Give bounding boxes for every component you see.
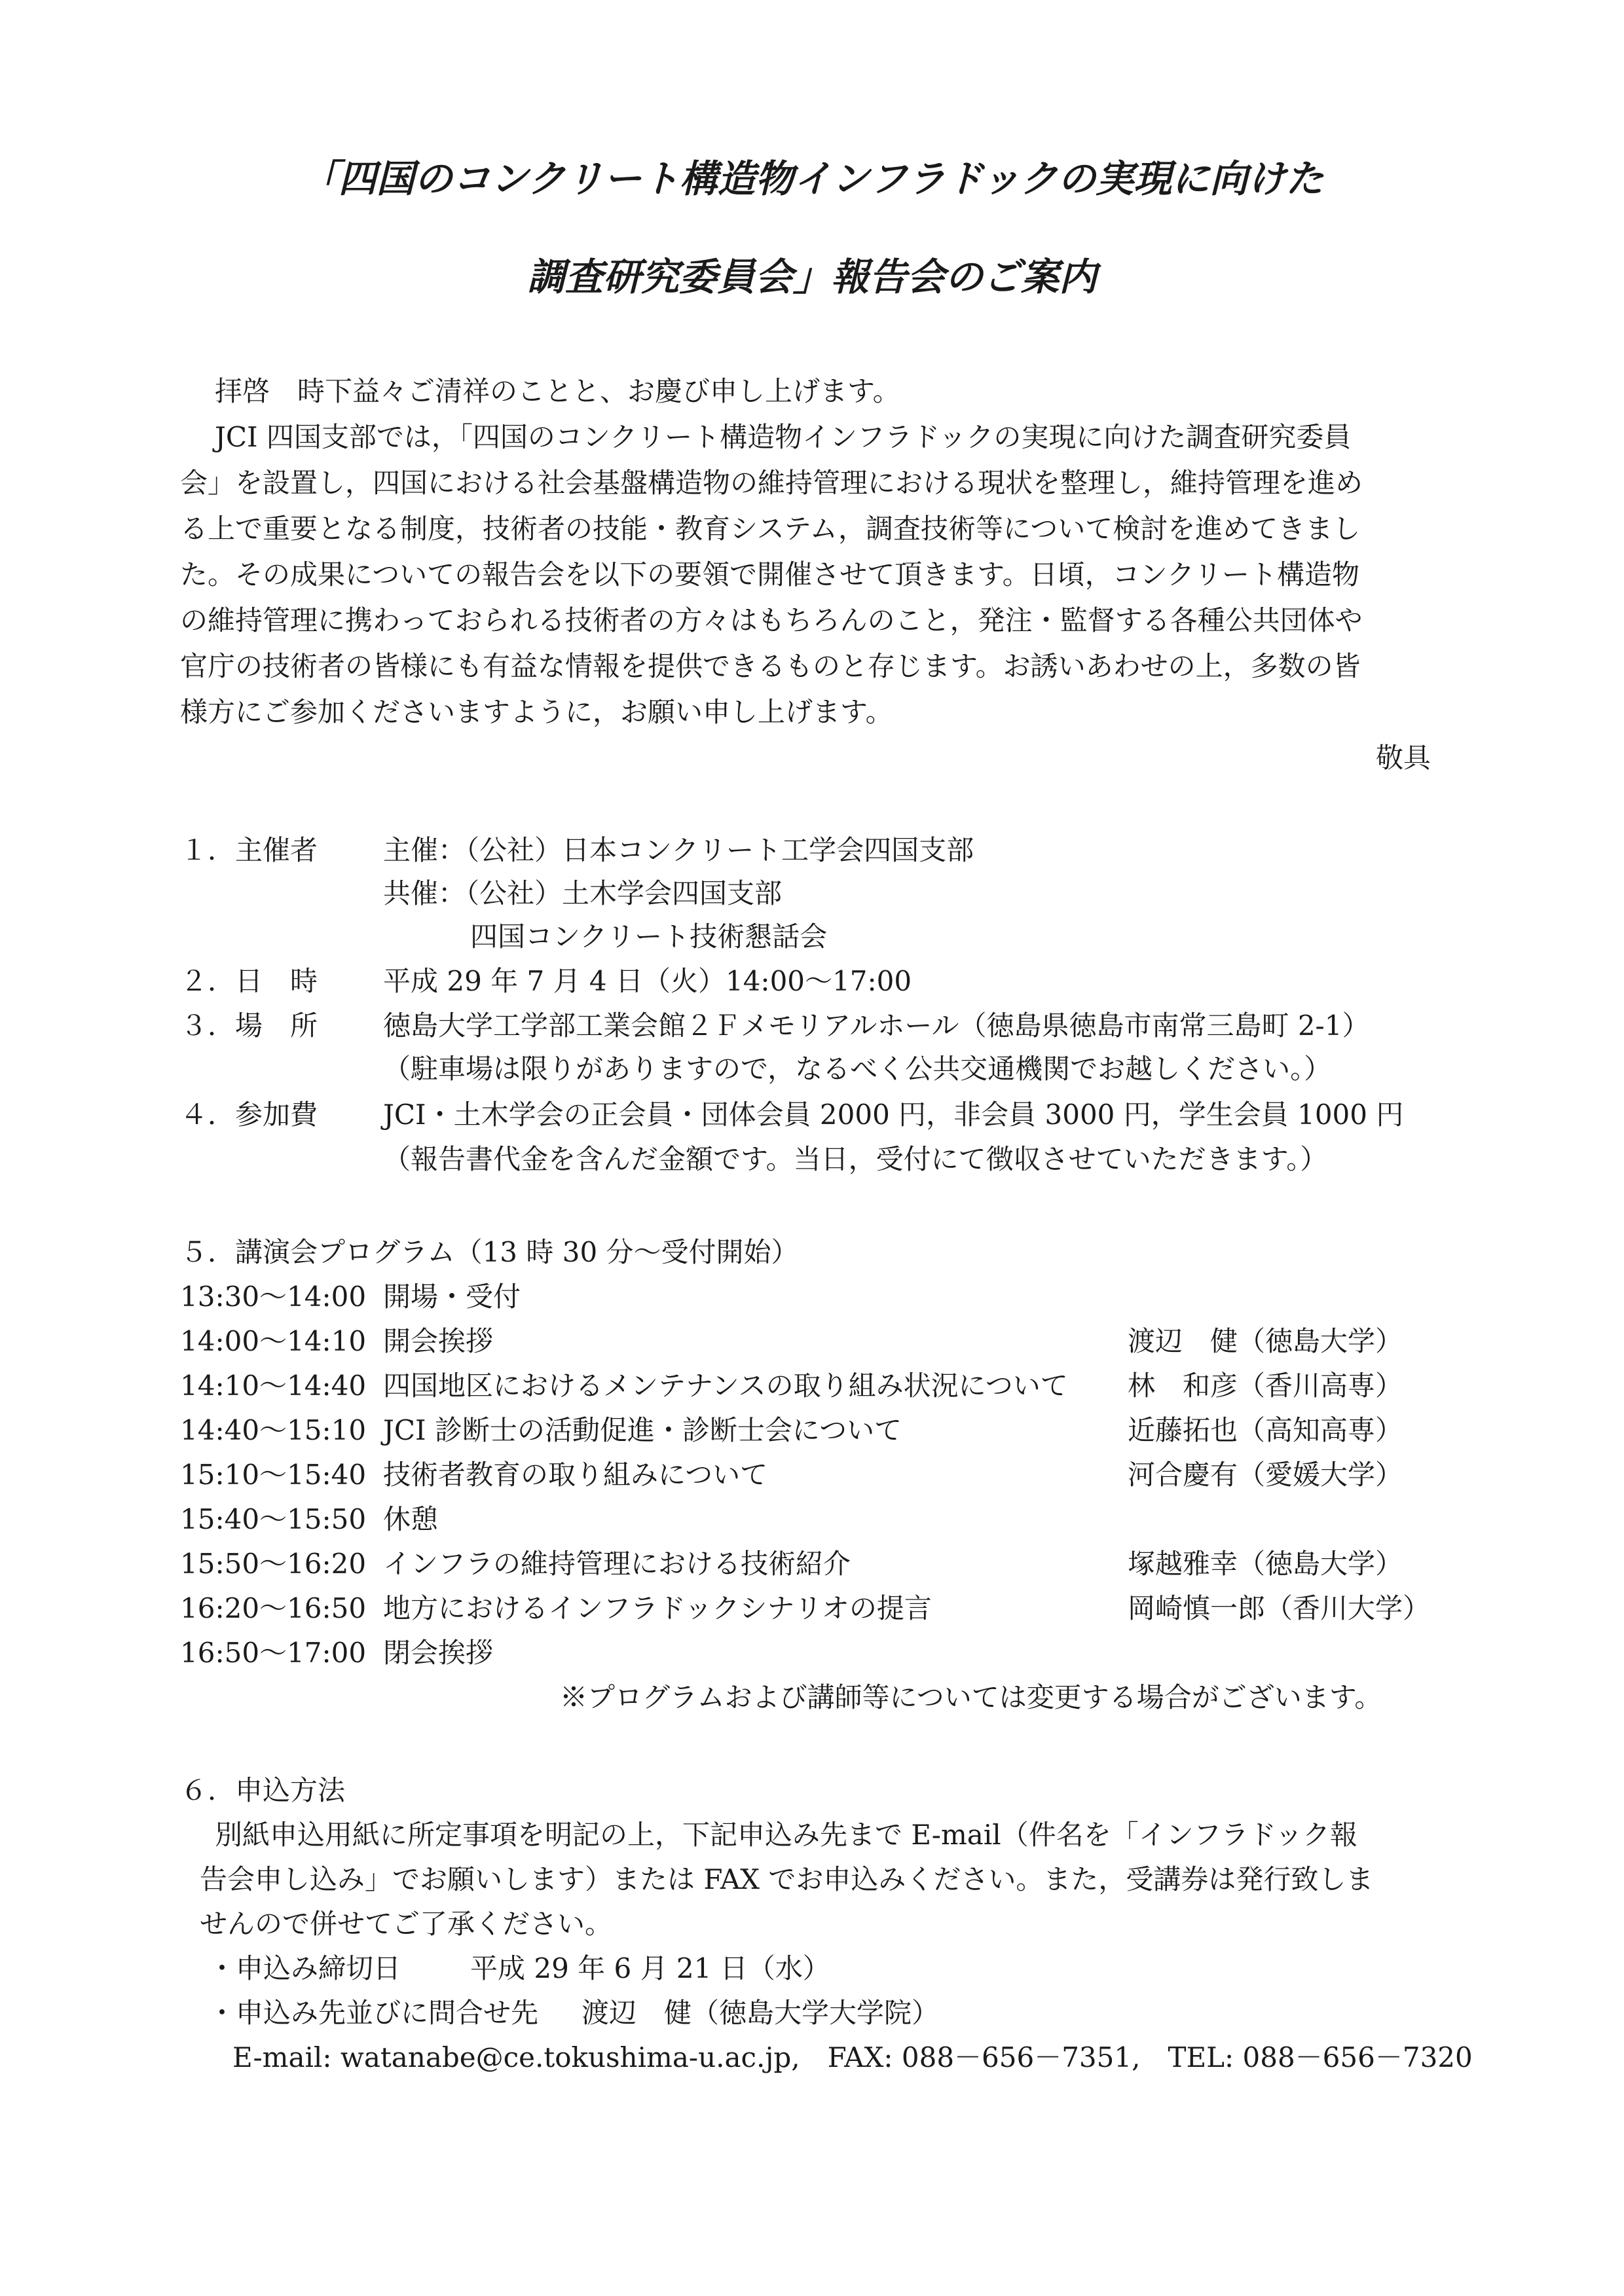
program-speaker: 近藤拓也（高知高専）	[1128, 1414, 1403, 1446]
fee-value: JCI・土木学会の正会員・団体会員 2000 円，非会員 3000 円，学生会員 1000 円	[383, 1099, 1404, 1131]
contact-value: 渡辺 健（徳島大学大学院）	[581, 1997, 940, 2029]
section-label-fee: ４．参加費	[180, 1099, 318, 1131]
organizer-cohost-2: 四国コンクリート技術懇話会	[470, 920, 828, 953]
program-time: 13:30～14:00	[180, 1281, 367, 1313]
program-topic: 休憩	[383, 1503, 439, 1535]
contact-details: E-mail: watanabe@ce.tokushima-u.ac.jp, FAX: 088－656－7351, TEL: 088－656－7320	[232, 2041, 1473, 2073]
intro-line: 様方にご参加くださいますように，お願い申し上げます。	[180, 696, 893, 728]
deadline-value: 平成 29 年 6 月 21 日（水）	[470, 1952, 830, 1984]
program-time: 14:10～14:40	[180, 1370, 367, 1402]
intro-line: の維持管理に携わっておられる技術者の方々はもちろんのこと，発注・監督する各種公共団体や	[180, 604, 1363, 636]
document-title-line-1: 「四国のコンクリート構造物インフラドックの実現に向けた	[300, 156, 1324, 201]
section-heading-program: ５．講演会プログラム（13 時 30 分～受付開始）	[180, 1236, 799, 1268]
program-speaker: 林 和彦（香川高専）	[1128, 1370, 1403, 1402]
program-speaker: 岡崎慎一郎（香川大学）	[1128, 1592, 1431, 1624]
program-time: 14:40～15:10	[180, 1414, 367, 1446]
organizer-cohost: 共催：（公社）土木学会四国支部	[383, 877, 783, 909]
program-time: 15:10～15:40	[180, 1459, 367, 1491]
deadline-label: ・申込み締切日	[208, 1952, 401, 1984]
program-speaker: 渡辺 健（徳島大学）	[1128, 1325, 1403, 1357]
program-topic: 開場・受付	[383, 1281, 521, 1313]
fee-note: （報告書代金を含んだ金額です。当日，受付にて徴収させていただきます。）	[383, 1143, 1328, 1175]
program-time: 16:50～17:00	[180, 1637, 367, 1669]
greeting: 拝啓 時下益々ご清祥のことと、お慶び申し上げます。	[215, 375, 900, 407]
section-heading-application: ６．申込方法	[180, 1774, 346, 1806]
program-topic: 技術者教育の取り組みについて	[383, 1459, 768, 1491]
program-topic: 開会挨拶	[383, 1325, 494, 1357]
application-line: 告会申し込み」でお願いします）または FAX でお申込みください。また，受講券は発行致しま	[200, 1863, 1374, 1895]
program-topic: 四国地区におけるメンテナンスの取り組み状況について	[383, 1370, 1068, 1402]
program-time: 15:50～16:20	[180, 1548, 367, 1580]
section-label-venue: ３．場 所	[180, 1010, 318, 1042]
program-speaker: 河合慶有（愛媛大学）	[1128, 1459, 1403, 1491]
program-topic: JCI 診断士の活動促進・診断士会について	[383, 1414, 902, 1446]
program-change-note: ※プログラムおよび講師等については変更する場合がございます。	[560, 1681, 1382, 1713]
program-time: 15:40～15:50	[180, 1503, 367, 1535]
intro-line: JCI 四国支部では，「四国のコンクリート構造物インフラドックの実現に向けた調査研究委員	[215, 421, 1352, 453]
program-topic: 地方におけるインフラドックシナリオの提言	[383, 1592, 932, 1624]
intro-line: る上で重要となる制度，技術者の技能・教育システム，調査技術等について検討を進めてきまし	[180, 513, 1361, 545]
application-line: 別紙申込用紙に所定事項を明記の上，下記申込み先まで E-mail（件名を「インフラドック報	[215, 1819, 1358, 1851]
intro-line: 会」を設置し，四国における社会基盤構造物の維持管理における現状を整理し，維持管理を進め	[180, 467, 1363, 499]
intro-line: 官庁の技術者の皆様にも有益な情報を提供できるものと存じます。お誘いあわせの上，多数の皆	[180, 650, 1361, 682]
intro-line: た。その成果についての報告会を以下の要領で開催させて頂きます。日頃，コンクリート構造物	[180, 558, 1359, 591]
program-time: 14:00～14:10	[180, 1325, 367, 1357]
application-line: せんので併せてご了承ください。	[200, 1908, 613, 1940]
event-venue: 徳島大学工学部工業会館２Ｆメモリアルホール（徳島県徳島市南常三島町 2-1）	[383, 1010, 1370, 1042]
closing-keigu: 敬具	[1375, 742, 1431, 774]
organizer-host: 主催：（公社）日本コンクリート工学会四国支部	[383, 834, 974, 866]
program-speaker: 塚越雅幸（徳島大学）	[1128, 1548, 1403, 1580]
program-topic: インフラの維持管理における技術紹介	[383, 1548, 851, 1580]
section-label-datetime: ２．日 時	[180, 965, 318, 997]
program-topic: 閉会挨拶	[383, 1637, 494, 1669]
document-title-line-2: 調査研究委員会」報告会のご案内	[526, 255, 1097, 299]
event-datetime: 平成 29 年 7 月 4 日（火）14:00～17:00	[383, 965, 912, 997]
program-time: 16:20～16:50	[180, 1592, 367, 1624]
contact-label: ・申込み先並びに問合せ先	[208, 1997, 539, 2029]
section-label-organizer: １．主催者	[180, 834, 318, 866]
venue-note: （駐車場は限りがありますので，なるべく公共交通機関でお越しください。）	[383, 1053, 1332, 1085]
